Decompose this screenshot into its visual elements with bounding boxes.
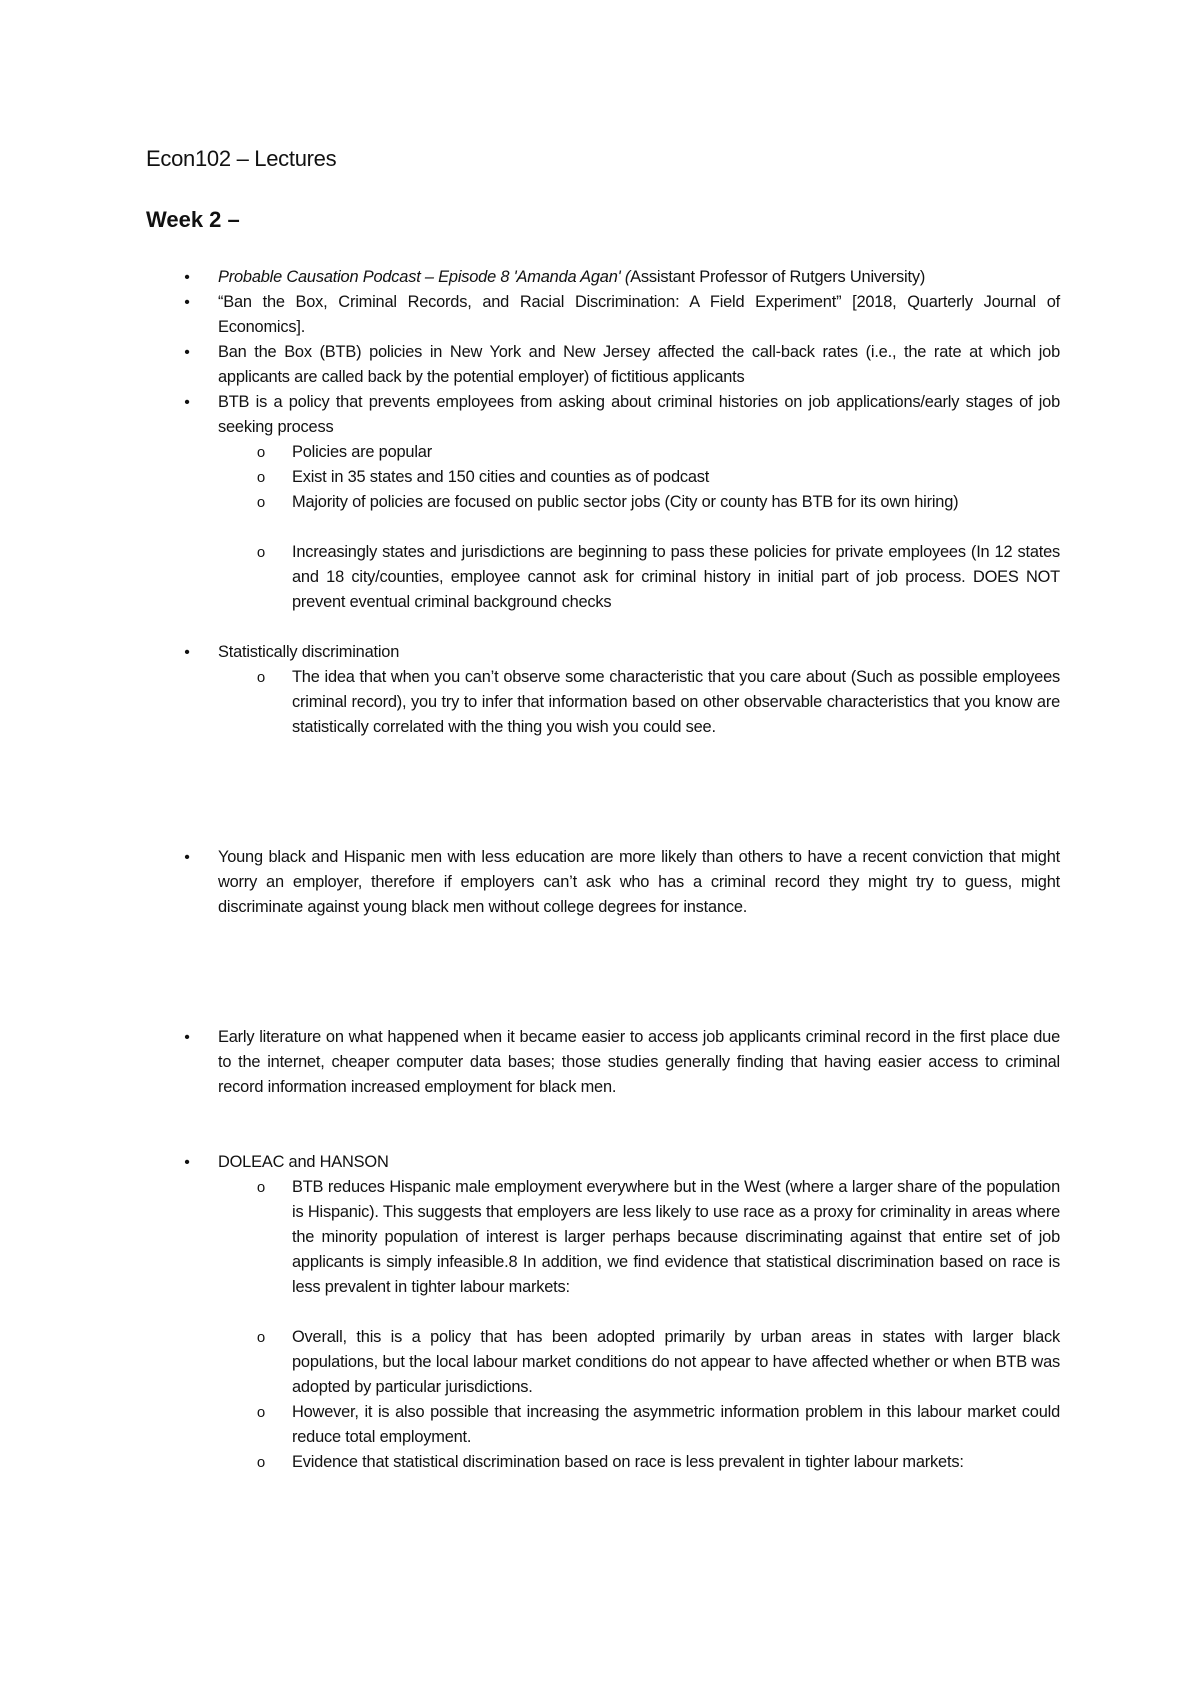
sub-bullet-marker: o bbox=[256, 469, 266, 486]
list-item-doleac-hanson bbox=[184, 1150, 1060, 1175]
list-item-early-literature bbox=[184, 1025, 1060, 1100]
sub-bullet-marker: o bbox=[256, 544, 266, 561]
list-item-stat-disc bbox=[184, 640, 1060, 665]
podcast-title: Probable Causation Podcast – Episode 8 'Amanda Agan' ( bbox=[218, 268, 631, 286]
week-heading: Week 2 – bbox=[146, 207, 240, 232]
sub-item-public-sector bbox=[256, 490, 1060, 515]
sub-item-asymmetric-info bbox=[256, 1400, 1060, 1450]
list-item-paper bbox=[184, 290, 1060, 340]
btb-rates-text: Ban the Box (BTB) policies in New York and New Jersey affected the call-back rates (i.e., the rate at which job applicants are called back by the potential employer) of fictitious applicants bbox=[218, 343, 1060, 386]
bullet-marker: • bbox=[184, 1029, 190, 1046]
sub-item-text: However, it is also possible that increasing the asymmetric information problem in this labour market could reduce total employment. bbox=[292, 1403, 1060, 1446]
bullet-marker: • bbox=[184, 1154, 190, 1171]
sub-item-text: Exist in 35 states and 150 cities and counties as of podcast bbox=[292, 468, 710, 486]
sub-bullet-marker: o bbox=[256, 669, 266, 686]
page-title: Econ102 – Lectures bbox=[146, 146, 337, 171]
sub-item-urban-adoption bbox=[256, 1325, 1060, 1400]
list-item-podcast bbox=[184, 265, 1060, 290]
sub-bullet-marker: o bbox=[256, 1404, 266, 1421]
sub-item-hispanic-employment bbox=[256, 1175, 1060, 1300]
early-literature-text: Early literature on what happened when it became easier to access job applicants criminal record in the first place due to the internet, cheaper computer data bases; those studies generally finding that having easier access to criminal record information increased employment for black men. bbox=[218, 1028, 1060, 1096]
sub-item-text: Majority of policies are focused on public sector jobs (City or county has BTB for its own hiring) bbox=[292, 493, 959, 511]
bullet-marker: • bbox=[184, 344, 190, 361]
paper-citation: “Ban the Box, Criminal Records, and Racial Discrimination: A Field Experiment” [2018, Quarterly Journal of Economics]. bbox=[218, 293, 1060, 336]
sub-item-text: Evidence that statistical discrimination based on race is less prevalent in tighter labour markets: bbox=[292, 1453, 964, 1471]
bullet-marker: • bbox=[184, 644, 190, 661]
sub-item-text: Overall, this is a policy that has been adopted primarily by urban areas in states with larger black populations, but the local labour market conditions do not appear to have affected whether or when BTB was adopted by particular jurisdictions. bbox=[292, 1328, 1060, 1396]
sub-item-text: Increasingly states and jurisdictions are beginning to pass these policies for private employees (In 12 states and 18 city/counties, employee cannot ask for criminal history in initial part of job process. DOES NOT prevent eventual criminal background checks bbox=[292, 543, 1060, 611]
sub-bullet-marker: o bbox=[256, 444, 266, 461]
sub-item-private-employees bbox=[256, 540, 1060, 615]
sub-item-text: The idea that when you can’t observe some characteristic that you care about (Such as possible employees criminal record), you try to infer that information based on other observable characteristics that you know are statistically correlated with the thing you wish you could see. bbox=[292, 668, 1060, 736]
bullet-marker: • bbox=[184, 394, 190, 411]
sub-item-states bbox=[256, 465, 1060, 490]
bullet-marker: • bbox=[184, 294, 190, 311]
sub-bullet-marker: o bbox=[256, 1454, 266, 1471]
podcast-guest: Assistant Professor of Rutgers University) bbox=[630, 268, 926, 286]
sub-item-tighter-markets bbox=[256, 1450, 1060, 1475]
sub-item-popular bbox=[256, 440, 1060, 465]
sub-item-text: BTB reduces Hispanic male employment everywhere but in the West (where a larger share of the population is Hispanic). This suggests that employers are less likely to use race as a proxy for criminality in areas where the minority population of interest is larger perhaps because discriminating against that entire set of job applicants is simply infeasible.8 In addition, we find evidence that statistical discrimination based on race is less prevalent in tighter labour markets: bbox=[292, 1178, 1060, 1296]
list-item-young-men bbox=[184, 845, 1060, 920]
sub-bullet-marker: o bbox=[256, 1179, 266, 1196]
stat-disc-heading: Statistically discrimination bbox=[218, 643, 400, 661]
list-item-btb-rates bbox=[184, 340, 1060, 390]
bullet-marker: • bbox=[184, 849, 190, 866]
bullet-marker: • bbox=[184, 269, 190, 286]
sub-item-text: Policies are popular bbox=[292, 443, 432, 461]
btb-policy-text: BTB is a policy that prevents employees from asking about criminal histories on job applications/early stages of job seeking process bbox=[218, 393, 1060, 436]
sub-bullet-marker: o bbox=[256, 494, 266, 511]
list-item-btb-policy bbox=[184, 390, 1060, 440]
young-men-text: Young black and Hispanic men with less education are more likely than others to have a recent conviction that might worry an employer, therefore if employers can’t ask who has a criminal record they might try to guess, might discriminate against young black men without college degrees for instance. bbox=[218, 848, 1060, 916]
doleac-hanson-heading: DOLEAC and HANSON bbox=[218, 1153, 389, 1171]
sub-item-stat-disc-idea bbox=[256, 665, 1060, 740]
sub-bullet-marker: o bbox=[256, 1329, 266, 1346]
